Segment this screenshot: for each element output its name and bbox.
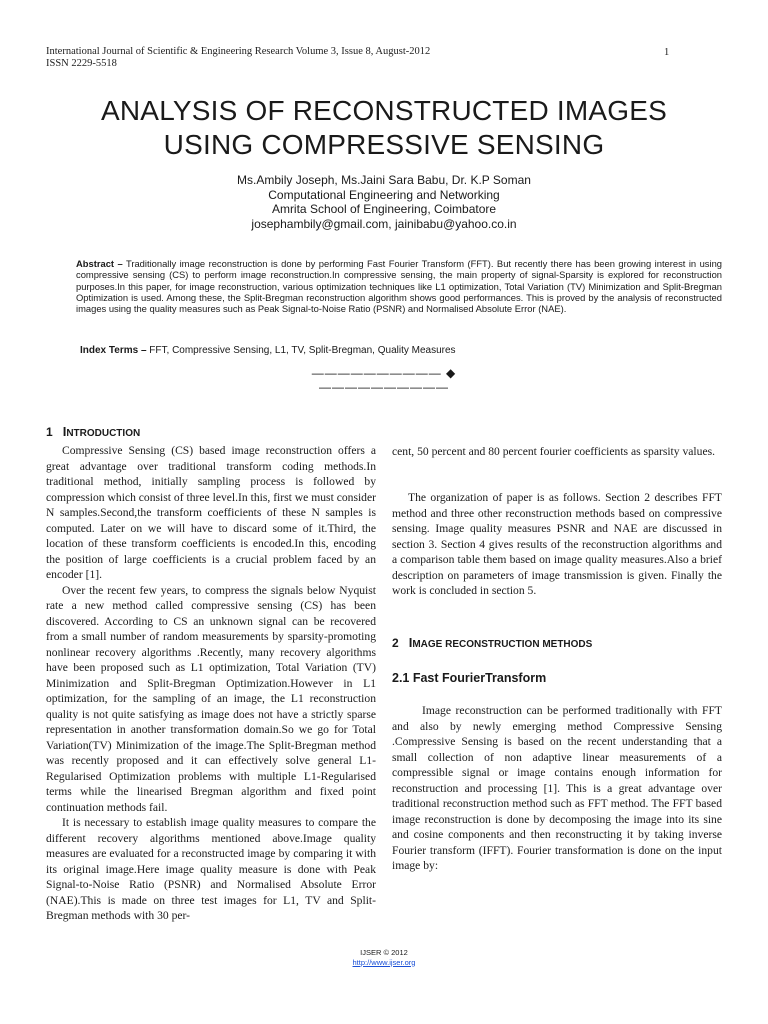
author-department: Computational Engineering and Networking	[268, 187, 500, 202]
paper-title	[40, 94, 728, 162]
page-footer	[284, 948, 484, 967]
section-2-number: 2	[392, 636, 399, 650]
title-line-2: USING COMPRESSIVE SENSING	[163, 129, 605, 160]
section-divider: —————————— ◆ ——————————	[311, 366, 457, 394]
issn: ISSN 2229-5518	[46, 58, 117, 69]
index-terms	[80, 345, 720, 357]
intro-paragraph-1: Compressive Sensing (CS) based image reconstruction offers a great advantage over traditional transform coding methods.In traditional method, initially sampling process is followed by compression which consist of three level.In this, first we must consider N samples.Second,the transform coefficients of these N samples is computed. Later on we will have to discard some of it.Third, the location of these transform coefficients is encoded.In this, encoding the position of large coefficients is a crucial problem faced by an encoder [1].	[46, 444, 376, 581]
journal-header	[46, 46, 430, 70]
abstract-text: Traditionally image reconstruction is done by performing Fast Fourier Transform (FFT). But recently there has been growing interest in using compressive sensing (CS) to perform image reconstruction.In compressive sensing, the main property of signal-Sparsity is explored for reconstruction purposes.In this paper, for image reconstruction, various optimization techniques like L1 optimization, Total Variation (TV) Minimization and Split-Bregman Optimization is used. Among these, the Split-Bregman reconstruction algorithm shows good performances. This is proved by the analysis of reconstructed images using the quality measures such as Peak Signal-to-Noise Ratio (PSNR) and Normalised Absolute Error (NAE).	[76, 258, 722, 315]
title-line-1: ANALYSIS OF RECONSTRUCTED IMAGES	[101, 95, 667, 126]
intro-paragraph-3-continued: cent, 50 percent and 80 percent fourier coefficients as sparsity values.	[392, 445, 715, 458]
right-column-fft	[392, 703, 722, 874]
author-emails: josephambily@gmail.com, jainibabu@yahoo.co.in	[251, 216, 517, 231]
section-1-title-rest: NTRODUCTION	[66, 428, 141, 439]
section-2-heading	[392, 635, 592, 650]
journal-name: International Journal of Scientific & Engineering Research Volume 3, Issue 8, August-2012	[46, 46, 431, 57]
section-2-title-initial: I	[408, 635, 413, 650]
abstract	[76, 258, 722, 314]
abstract-label: Abstract –	[76, 258, 123, 269]
section-1-heading	[46, 424, 140, 439]
intro-paragraph-4: The organization of paper is as follows. Section 2 describes FFT method and three other reconstruction methods based on compressive sensing. Image quality measures PSNR and NAE are discussed in section 3. Section 4 gives results of the reconstruction algorithms and a comparison table them based on image quality measures.Also a brief description on parameters of image transmission is given. Finally the work is concluded in section 5.	[392, 491, 722, 597]
index-terms-text: FFT, Compressive Sensing, L1, TV, Split-Bregman, Quality Measures	[149, 345, 456, 356]
section-1-number: 1	[46, 425, 53, 439]
right-column-organization	[392, 490, 722, 599]
footer-link[interactable]: http://www.ijser.org	[352, 957, 416, 967]
footer-copyright: IJSER © 2012	[360, 948, 408, 957]
section-1-title-initial: I	[62, 424, 67, 439]
section-2-title-rest: MAGE RECONSTRUCTION METHODS	[412, 639, 593, 650]
fft-paragraph: Image reconstruction can be performed traditionally with FFT and also by newly emerging method Compressive Sensing .Compressive Sensing is based on the recent understanding that a small collection of non adaptive linear measurements of a compressible signal or image contains enough information for reconstruction and processing [1]. This is a great advantage over traditional reconstruction method such as FFT method. The FFT based image reconstruction is done by decomposing the image into its sine and cosine components and then reconstructing it by taking inverse Fourier transform (IFFT). Fourier transformation is done on the input image by:	[392, 704, 722, 872]
index-terms-label: Index Terms –	[80, 345, 147, 356]
left-column	[46, 443, 376, 924]
author-block	[40, 173, 728, 231]
right-column-continuation	[392, 444, 722, 460]
author-names: Ms.Ambily Joseph, Ms.Jaini Sara Babu, Dr. K.P Soman	[237, 173, 531, 187]
author-school: Amrita School of Engineering, Coimbatore	[271, 202, 497, 217]
subsection-2-1-heading: 2.1 Fast FourierTransform	[392, 671, 547, 685]
page-number: 1	[664, 47, 670, 58]
intro-paragraph-2: Over the recent few years, to compress the signals below Nyquist rate a new method called compressive sensing (CS) has been discovered. According to CS an unknown signal can be recovered from a small number of random measurements by sparsity-promoting nonlinear recovery algorithms .Recently, many recovery algorithms have been proposed such as L1 optimization, Total Variation (TV) Minimization and Split-Bregman Optimization.However in L1 optimization, for the sampling of an image, the L1 reconstruction quality is not quite satisfying as image does not have a strictly sparse representation in another transformation domain.So we go for Total Variation(TV) Minimization of the image.The Split-Bregman method was recently proposed and it can effectively solve general L1-Regularised Optimization problems with multiple L1-Regularised terms while the linearised Bregman algorithm and fixed point continuation methods fail.	[46, 583, 376, 814]
intro-paragraph-3: It is necessary to establish image quality measures to compare the different recovery algorithms mentioned above.Image quality measures are evaluated for a reconstructed image by comparing it with its original image.Here image quality measure is done with Peak Signal-to-Noise Ratio (PSNR) and Normalised Absolute Error (NAE).This is made on three test images for L1, TV and Split-Bregman methods with 30 per-	[46, 816, 376, 922]
